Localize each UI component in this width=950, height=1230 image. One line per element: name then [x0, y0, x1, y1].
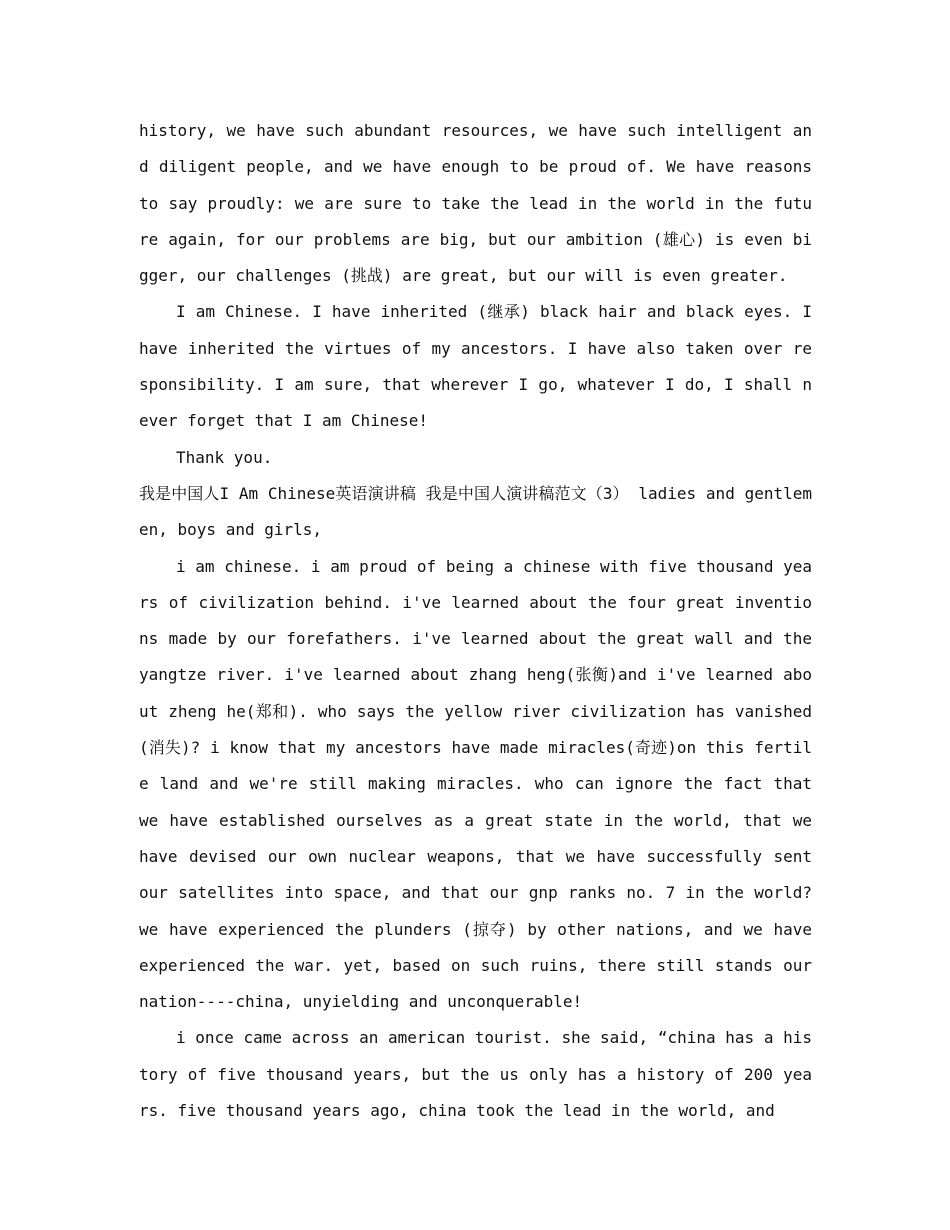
document-body — [139, 113, 812, 1129]
paragraph-thank-you: Thank you. — [176, 447, 273, 467]
paragraph-american-tourist: i once came across an american tourist. she said, “china has a history of five thousand years, but the us only has a history of 200 years. five thousand years ago, china took the lead in the world, and — [139, 1028, 812, 1121]
section-heading: 我是中国人I Am Chinese英语演讲稿 我是中国人演讲稿范文（3） ladies and gentlemen, boys and girls, — [139, 483, 812, 540]
paragraph-continuation: history, we have such abundant resources, we have such intelligent and diligent people, and we have enough to be proud of. We have reasons to say proudly: we are sure to take the lead in the world in the future again, for our problems are big, but our ambition (雄心) is even bigger, our challenges (挑战) are great, but our will is even greater. — [139, 121, 812, 286]
paragraph-proud-chinese: i am chinese. i am proud of being a chinese with five thousand years of civilization behind. i've learned about the four great inventions made by our forefathers. i've learned about the great wall and the yangtze river. i've learned about zhang heng(张衡)and i've learned about zheng he(郑和). who says the yellow river civilization has vanished(消失)? i know that my ancestors have made miracles(奇迹)on this fertile land and we're still making miracles. who can ignore the fact that we have established ourselves as a great state in the world, that we have devised our own nuclear weapons, that we have successfully sent our satellites into space, and that our gnp ranks no. 7 in the world? we have experienced the plunders (掠夺) by other nations, and we have experienced the war. yet, based on such ruins, there still stands our nation----china, unyielding and unconquerable! — [139, 556, 812, 1012]
paragraph-i-am-chinese: I am Chinese. I have inherited (继承) black hair and black eyes. I have inherited the virtues of my ancestors. I have also taken over responsibility. I am sure, that wherever I go, whatever I do, I shall never forget that I am Chinese! — [139, 302, 812, 431]
